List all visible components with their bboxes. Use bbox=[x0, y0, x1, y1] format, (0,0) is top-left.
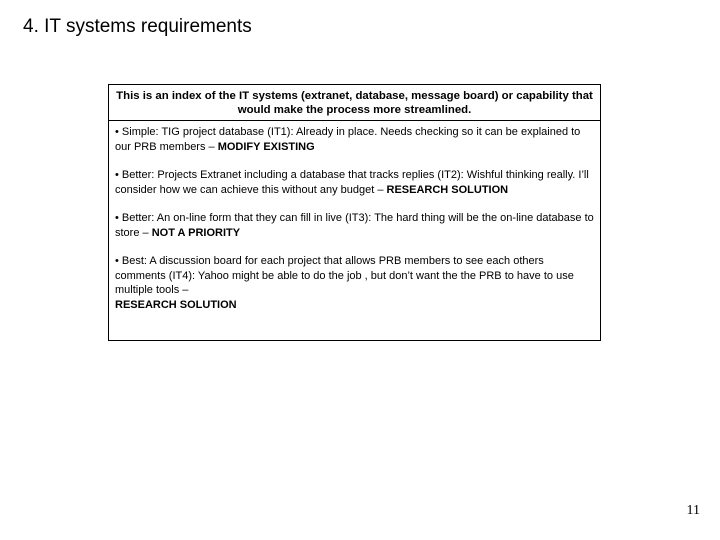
it-item-text: • Better: Projects Extranet including a database that tracks replies (IT2): Wishful thinking really. I’ll consider how we can achieve this without any budget – bbox=[115, 169, 589, 196]
it-item-text: • Best: A discussion board for each project that allows PRB members to see each others comments (IT4): Yahoo might be able to do the job , but don’t want the the PRB to have to use multiple tools – bbox=[115, 255, 574, 296]
it-item-best-discussion bbox=[115, 254, 594, 312]
index-box-header: This is an index of the IT systems (extranet, database, message board) or capability that would make the process more streamlined. bbox=[109, 85, 600, 121]
it-item-status: RESEARCH SOLUTION bbox=[386, 183, 509, 196]
it-systems-index-box bbox=[108, 84, 601, 341]
it-item-simple bbox=[115, 125, 594, 154]
it-item-better-form bbox=[115, 211, 594, 240]
it-item-status: NOT A PRIORITY bbox=[151, 226, 241, 239]
it-item-status: MODIFY EXISTING bbox=[217, 140, 315, 153]
index-box-body bbox=[109, 121, 600, 312]
it-item-text: • Simple: TIG project database (IT1): Already in place. Needs checking so it can be explained to our PRB members – bbox=[115, 126, 581, 153]
it-item-text: • Better: An on-line form that they can fill in live (IT3): The hard thing will be the on-line database to store – bbox=[115, 212, 594, 239]
slide-title: 4. IT systems requirements bbox=[23, 16, 252, 37]
it-item-better-extranet bbox=[115, 168, 594, 197]
it-item-status: RESEARCH SOLUTION bbox=[115, 298, 237, 311]
page-number: 11 bbox=[686, 503, 700, 518]
